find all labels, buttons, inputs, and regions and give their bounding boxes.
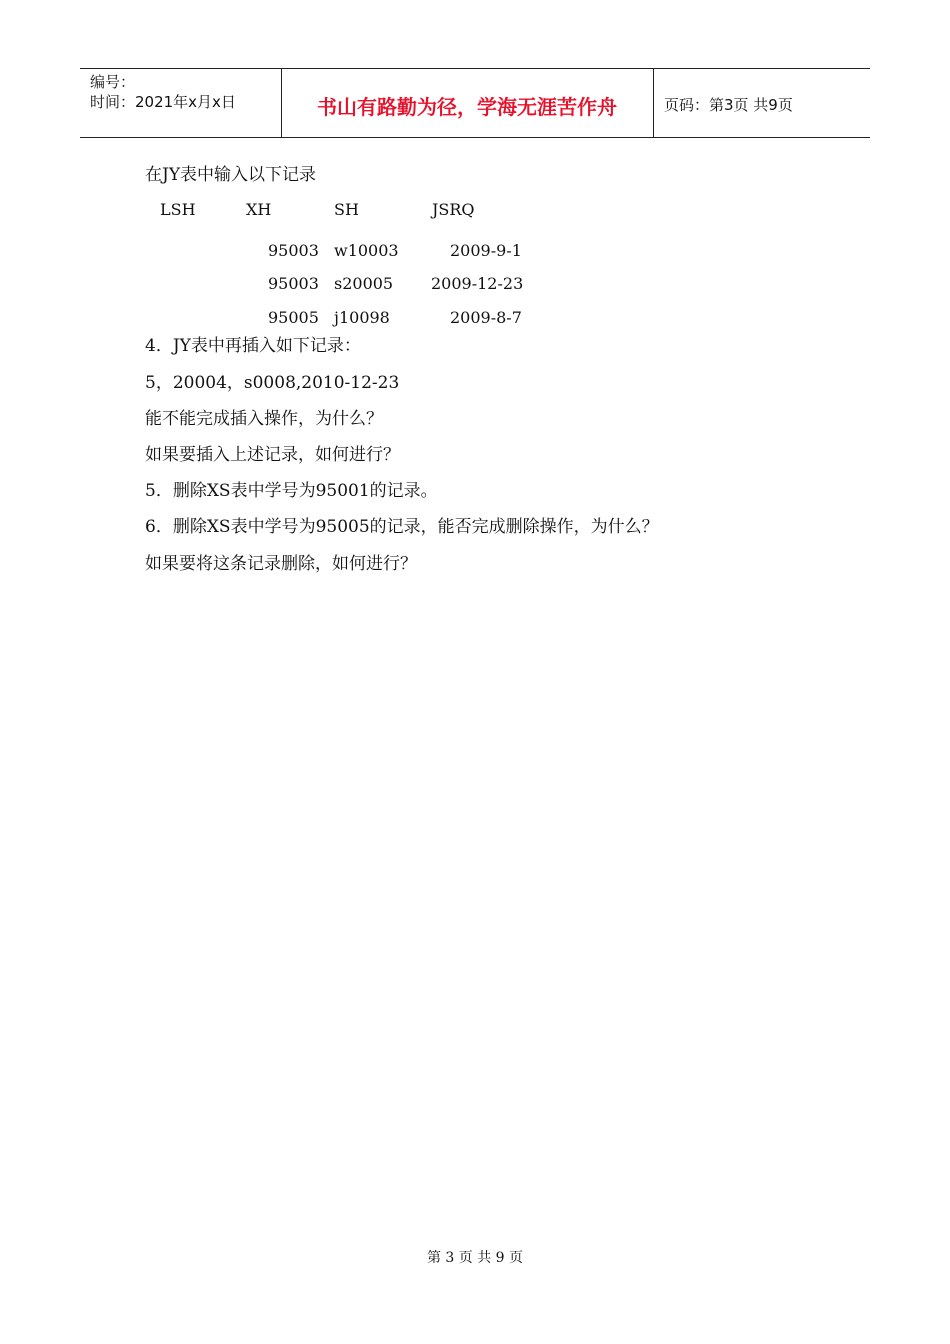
cell-sh: j10098 — [334, 308, 390, 327]
intro-text: 在JY表中输入以下记录 — [145, 165, 317, 185]
time-label: 时间：2021年x月x日 — [90, 93, 236, 111]
cell-sh: s20005 — [334, 274, 394, 293]
col-header-lsh: LSH — [160, 200, 196, 219]
question-line: 如果要插入上述记录，如何进行？ — [145, 445, 400, 465]
cell-sh: w10003 — [334, 241, 399, 260]
page-footer: 第 3 页 共 9 页 — [426, 1250, 524, 1266]
header-page-cell — [654, 69, 870, 137]
document-header — [80, 68, 870, 138]
question-line: 能不能完成插入操作，为什么？ — [145, 409, 383, 429]
question-line: 5．删除XS表中学号为95001的记录。 — [145, 481, 438, 501]
header-motto-cell — [281, 69, 654, 137]
col-header-xh: XH — [246, 200, 272, 219]
cell-jsrq: 2009-9-1 — [450, 241, 522, 260]
motto: 书山有路勤为径，学海无涯苦作舟 — [317, 95, 617, 119]
cell-jsrq: 2009-8-7 — [450, 308, 522, 327]
cell-xh: 95003 — [268, 274, 319, 293]
cell-jsrq: 2009-12-23 — [431, 274, 524, 293]
cell-xh: 95003 — [268, 241, 319, 260]
question-line: 5，20004，s0008,2010-12-23 — [145, 373, 400, 393]
number-label: 编号： — [90, 73, 136, 91]
question-line: 6．删除XS表中学号为95005的记录，能否完成删除操作，为什么？ — [145, 517, 659, 537]
cell-xh: 95005 — [268, 308, 319, 327]
col-header-sh: SH — [334, 200, 359, 219]
question-line: 4．JY表中再插入如下记录： — [145, 336, 361, 356]
page-info: 页码：第3页 共9页 — [664, 96, 793, 114]
col-header-jsrq: JSRQ — [432, 200, 475, 219]
question-line: 如果要将这条记录删除，如何进行？ — [145, 554, 417, 574]
header-meta-cell — [80, 69, 282, 137]
